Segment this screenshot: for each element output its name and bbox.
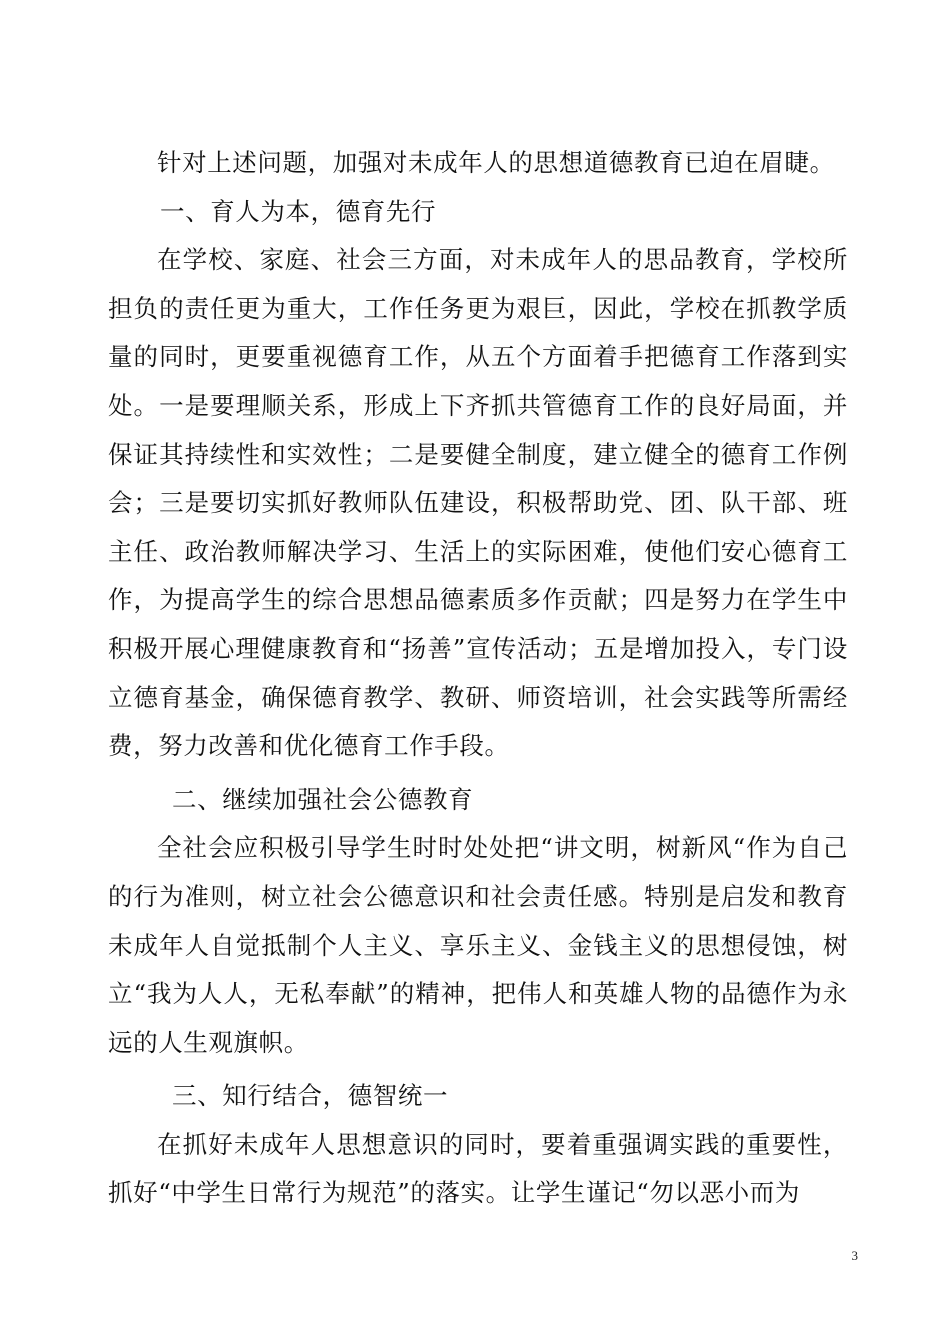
section-paragraph-1: 在学校、家庭、社会三方面，对未成年人的思品教育，学校所担负的责任更为重大，工作任务更为艰巨，因此，学校在抓教学质量的同时，更要重视德育工作，从五个方面着手把德育工作落到实处。一是要理顺关系，形成上下齐抓共管德育工作的良好局面，并保证其持续性和实效性；二是要健全制度，建立健全的德育工作例会；三是要切实抓好教师队伍建设，积极帮助党、团、队干部、班主任、政治教师解决学习、生活上的实际困难，使他们安心德育工作，为提高学生的综合思想品德素质多作贡献；四是努力在学生中积极开展心理健康教育和“扬善”宣传活动；五是增加投入，专门设立德育基金，确保德育教学、教研、师资培训，社会实践等所需经费，努力改善和优化德育工作手段。 <box>108 245 848 761</box>
page-number: 3 <box>851 1248 858 1263</box>
document-body <box>108 139 848 1218</box>
intro-paragraph: 针对上述问题，加强对未成年人的思想道德教育已迫在眉睫。 <box>157 148 835 177</box>
section-paragraph-3: 在抓好未成年人思想意识的同时，要着重强调实践的重要性，抓好“中学生日常行为规范”的落实。让学生谨记“勿以恶小而为 <box>108 1129 848 1208</box>
section-paragraph-2: 全社会应积极引导学生时时处处把“讲文明，树新风“作为自己的行为准则，树立社会公德意识和社会责任感。特别是启发和教育未成年人自觉抵制个人主义、享乐主义、金钱主义的思想侵蚀，树立“我为人人，无私奉献”的精神，把伟人和英雄人物的品德作为永远的人生观旗帜。 <box>108 833 848 1057</box>
section-heading-2: 二、继续加强社会公德教育 <box>172 784 474 814</box>
section-heading-1: 一、育人为本，德育先行 <box>160 196 437 226</box>
section-heading-3: 三、知行结合，德智统一 <box>172 1081 449 1111</box>
